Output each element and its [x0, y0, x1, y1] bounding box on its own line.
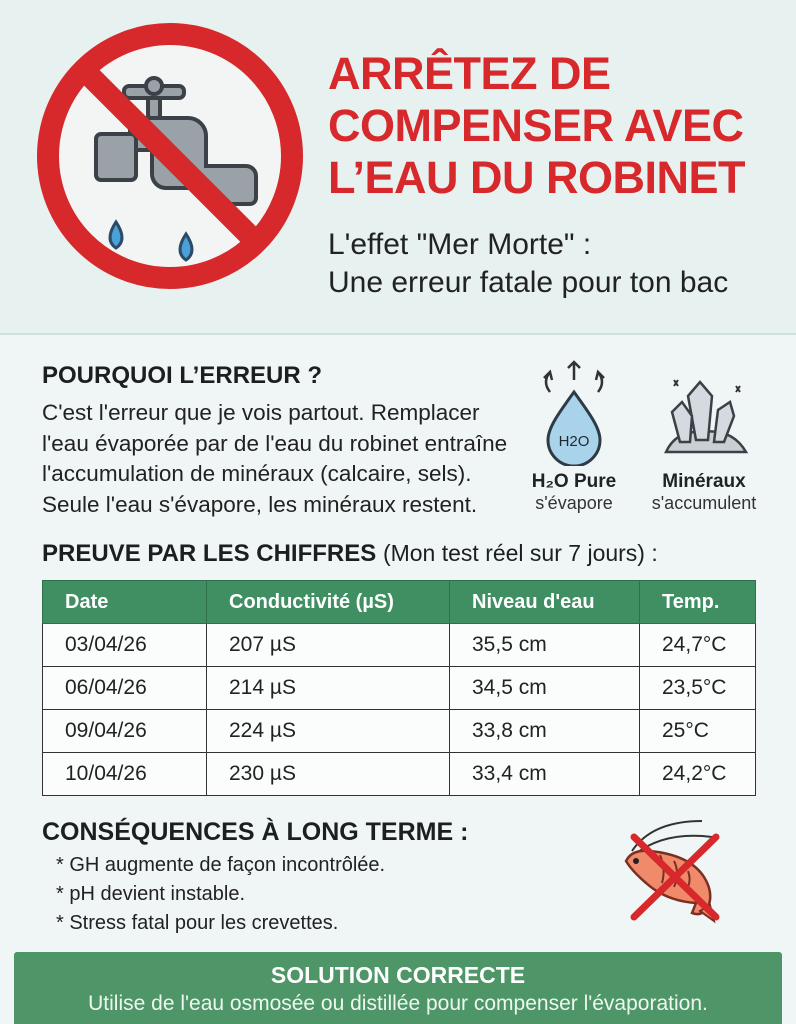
table-row [43, 753, 756, 796]
cell-water-level: 35,5 cm [450, 624, 640, 667]
cell-conductivity: 207 µS [207, 624, 450, 667]
title-line-1: ARRÊTEZ DE [328, 48, 611, 99]
cell-date: 09/04/26 [43, 710, 207, 753]
title-line-3: L’EAU DU ROBINET [328, 152, 746, 203]
col-date: Date [43, 581, 207, 624]
crossed-shrimp-icon [604, 815, 734, 930]
cell-temperature: 25°C [640, 710, 756, 753]
solution-heading: SOLUTION CORRECTE [270, 962, 526, 988]
solution-banner [14, 952, 782, 1024]
cell-temperature: 24,7°C [640, 624, 756, 667]
cell-conductivity: 224 µS [207, 710, 450, 753]
consequences-list [56, 851, 385, 938]
why-line-4: Seule l'eau s'évapore, les minéraux restent. [42, 491, 478, 517]
why-line-3: l'accumulation de minéraux (calcaire, sels). [42, 461, 472, 486]
table-row [43, 624, 756, 667]
table-row [43, 710, 756, 753]
proof-heading-text: PREUVE PAR LES CHIFFRES [42, 540, 377, 567]
proof-heading-note: (Mon test réel sur 7 jours) : [382, 540, 658, 566]
proof-heading [42, 540, 658, 568]
table-header-row [43, 581, 756, 624]
no-tap-water-icon [36, 22, 304, 290]
cell-water-level: 34,5 cm [450, 667, 640, 710]
cell-water-level: 33,4 cm [450, 753, 640, 796]
cell-temperature: 23,5°C [640, 667, 756, 710]
measurements-table [42, 580, 756, 796]
why-heading: POURQUOI L’ERREUR ? [42, 362, 323, 389]
why-paragraph [42, 398, 522, 520]
minerals-accumulate-card [636, 356, 772, 514]
cell-conductivity: 214 µS [207, 667, 450, 710]
water-drop-icon [522, 356, 626, 466]
col-temperature: Temp. [640, 581, 756, 624]
cell-date: 10/04/26 [43, 753, 207, 796]
col-conductivity: Conductivité (µS) [207, 581, 450, 624]
water-icon-caption: s'évapore [535, 493, 613, 513]
h2o-badge: H2O [558, 433, 590, 450]
cell-water-level: 33,8 cm [450, 710, 640, 753]
cell-date: 06/04/26 [43, 667, 207, 710]
consequences-heading: CONSÉQUENCES À LONG TERME : [42, 818, 469, 846]
page-subtitle [328, 226, 788, 302]
table-row [43, 667, 756, 710]
water-icon-title: H₂O Pure [531, 471, 617, 492]
subtitle-line-2: Une erreur fatale pour ton bac [328, 266, 729, 299]
list-item: * GH augmente de façon incontrôlée. [56, 854, 386, 876]
solution-text: Utilise de l'eau osmosée ou distillée pour compenser l'évaporation. [88, 992, 708, 1015]
page-title [328, 48, 788, 204]
cell-conductivity: 230 µS [207, 753, 450, 796]
title-line-2: COMPENSER AVEC [328, 100, 744, 151]
cell-date: 03/04/26 [43, 624, 207, 667]
water-evaporates-card [522, 356, 626, 514]
col-water-level: Niveau d'eau [450, 581, 640, 624]
minerals-icon-caption: s'accumulent [651, 493, 757, 513]
minerals-icon-title: Minéraux [662, 471, 746, 492]
list-item: * Stress fatal pour les crevettes. [56, 912, 339, 934]
subtitle-line-1: L'effet "Mer Morte" : [328, 228, 592, 261]
why-line-1: C'est l'erreur que je vois partout. Remplacer [42, 400, 480, 425]
minerals-crystal-icon [636, 356, 772, 466]
list-item: * pH devient instable. [56, 883, 246, 905]
cell-temperature: 24,2°C [640, 753, 756, 796]
header-banner [0, 0, 796, 335]
why-line-2: l'eau évaporée par de l'eau du robinet entraîne [42, 430, 508, 456]
